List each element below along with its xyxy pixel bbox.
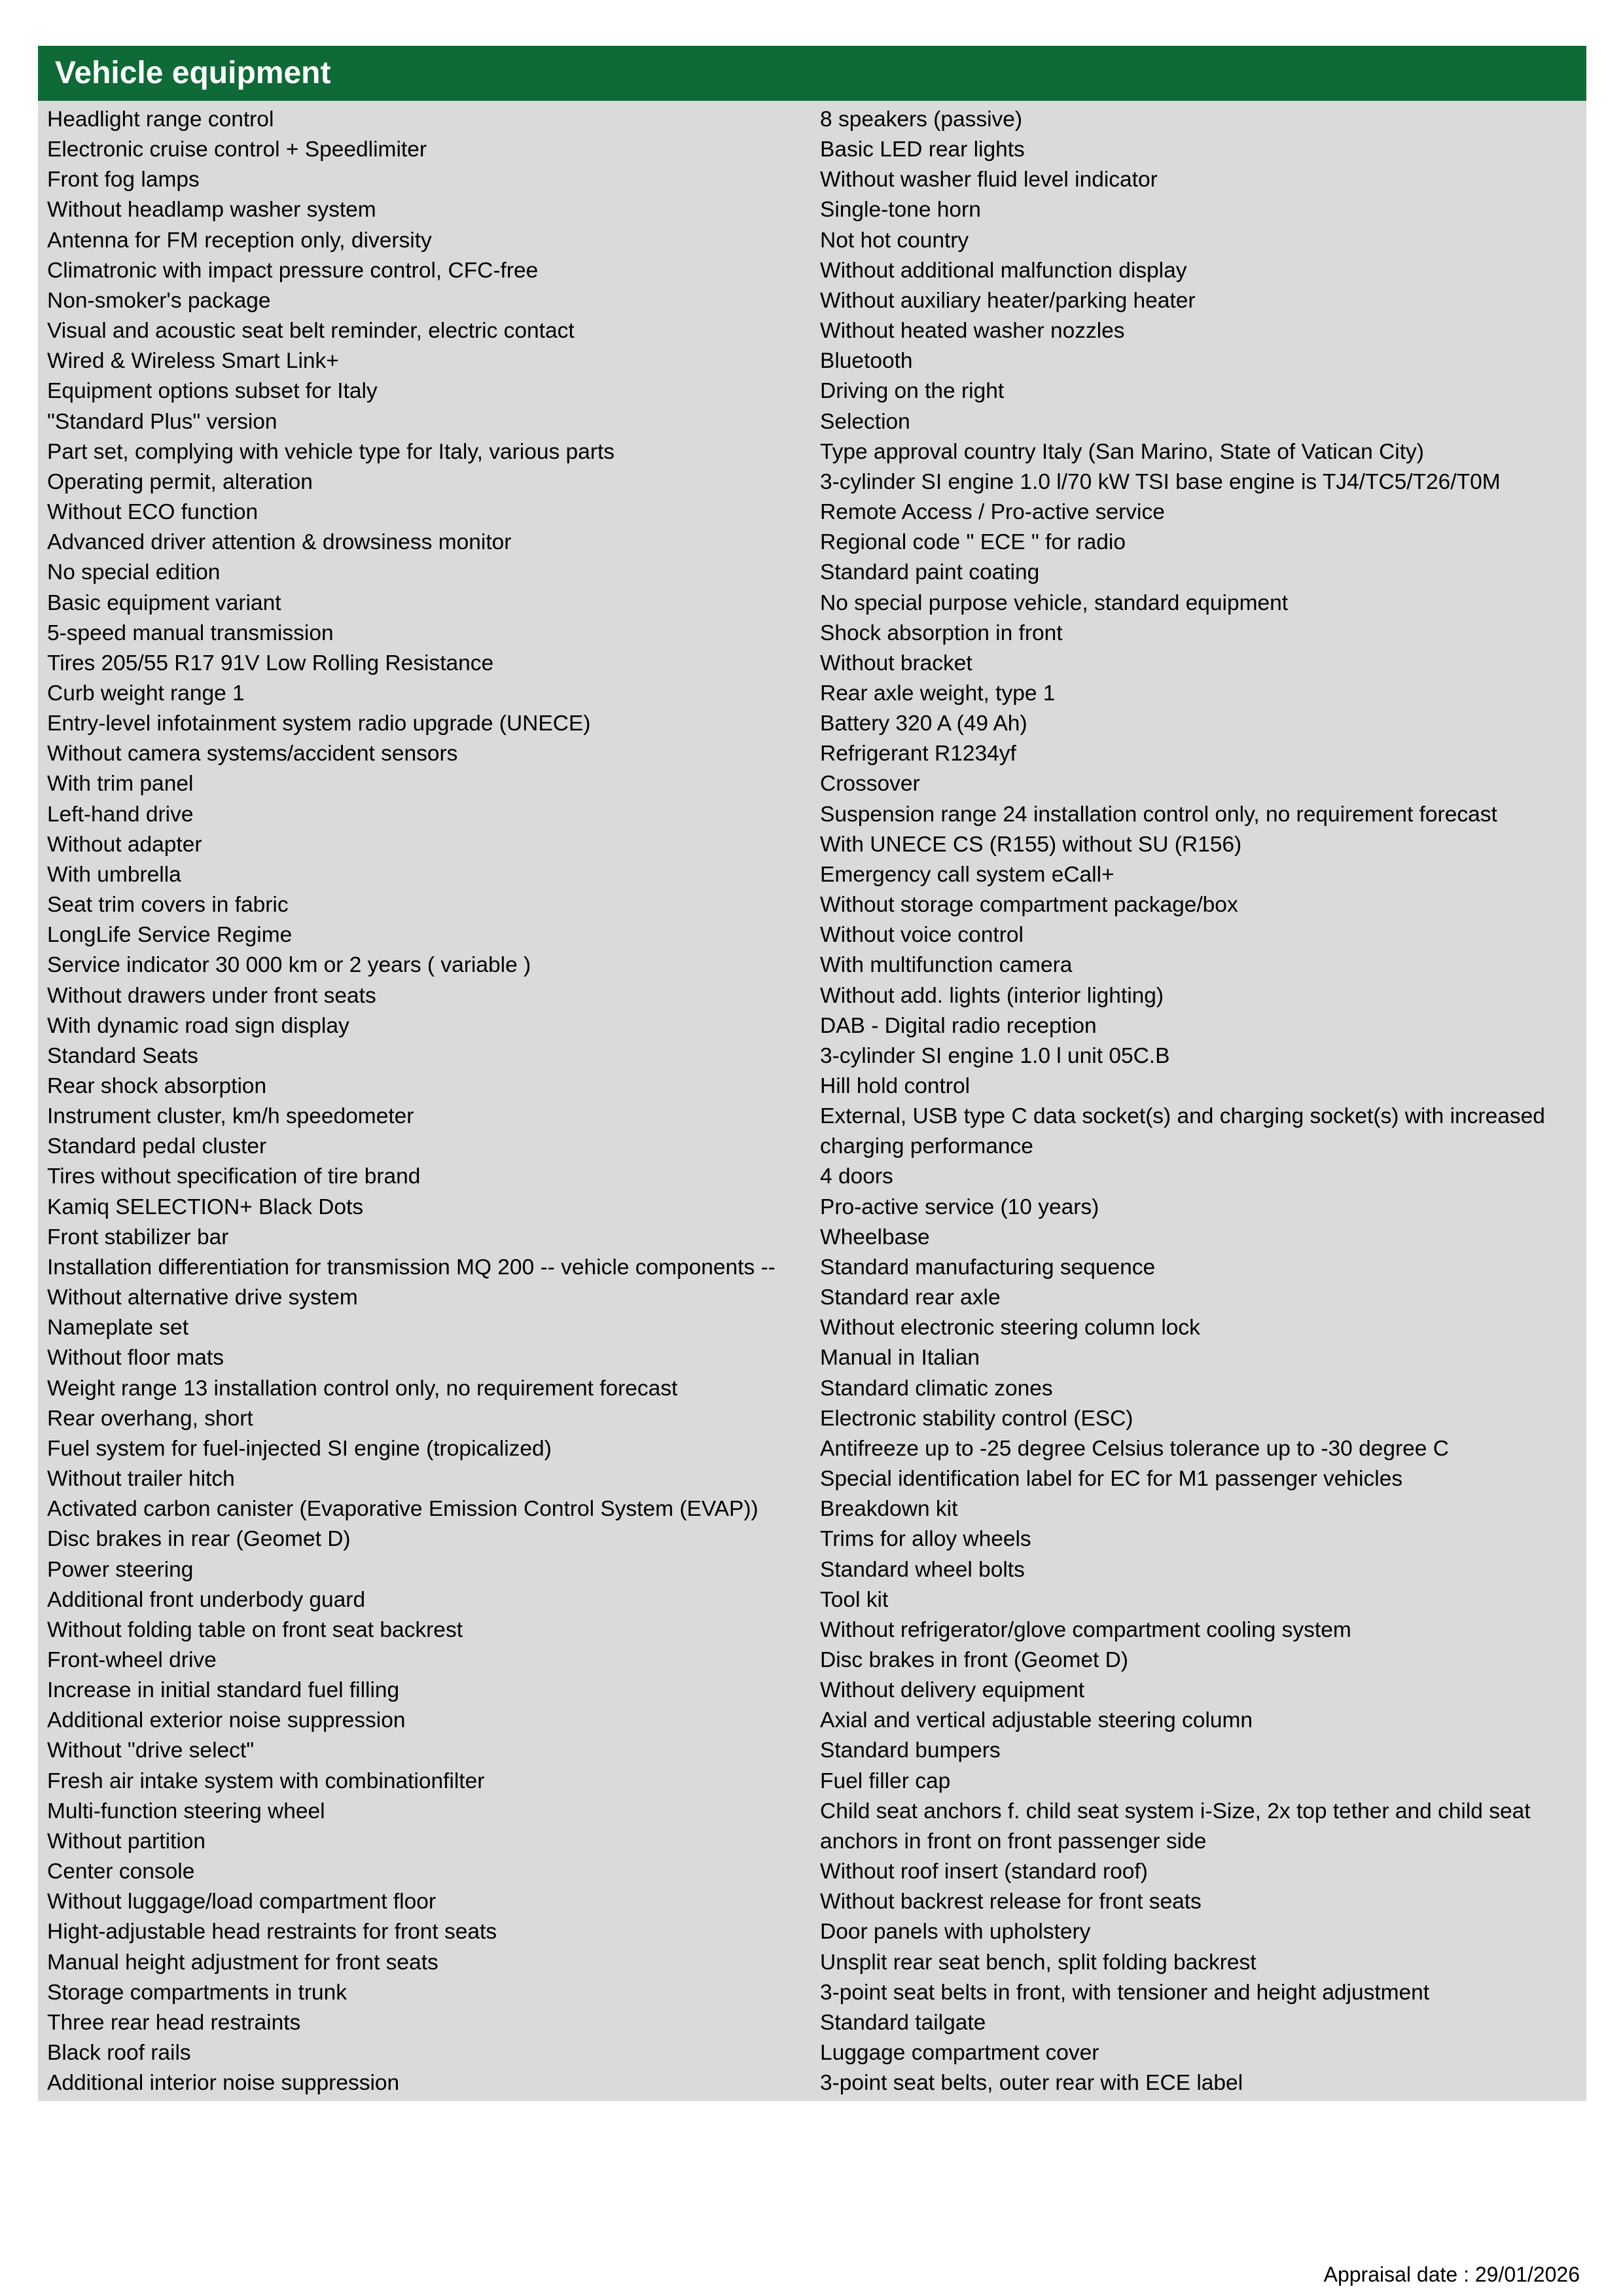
equipment-item: Power steering [47,1557,194,1582]
equipment-item: Electronic stability control (ESC) [820,1406,1133,1431]
equipment-item: Standard rear axle [820,1285,1001,1310]
equipment-item: Without auxiliary heater/parking heater [820,288,1196,313]
equipment-item: With multifunction camera [820,953,1073,978]
appraisal-date: Appraisal date : 29/01/2026 [1323,2263,1580,2286]
equipment-item: Without ECO function [47,500,259,525]
equipment-item: Climatronic with impact pressure control, CFC-free [47,258,539,283]
equipment-item: Type approval country Italy (San Marino, State of Vatican City) [820,439,1424,464]
equipment-item: Bluetooth [820,349,913,374]
equipment-item: Without roof insert (standard roof) [820,1859,1148,1884]
equipment-item: Shock absorption in front [820,620,1063,645]
equipment-item: Service indicator 30 000 km or 2 years ( variable ) [47,953,531,978]
equipment-item: Seat trim covers in fabric [47,893,289,918]
section-title: Vehicle equipment [38,46,1586,101]
vehicle-equipment-section [38,46,1586,2101]
equipment-column-left [38,105,812,2098]
equipment-item: 3-point seat belts, outer rear with ECE label [820,2071,1243,2096]
equipment-item: Advanced driver attention & drowsiness monitor [47,530,512,555]
equipment-item: Axial and vertical adjustable steering column [820,1708,1253,1733]
equipment-item: Antifreeze up to -25 degree Celsius tolerance up to -30 degree C [820,1436,1449,1461]
equipment-item: Door panels with upholstery [820,1920,1091,1945]
equipment-item: Installation differentiation for transmission MQ 200 -- vehicle components -- [47,1255,776,1280]
equipment-item: Storage compartments in trunk [47,1980,348,2005]
equipment-item: With umbrella [47,862,181,887]
equipment-item: Trims for alloy wheels [820,1527,1031,1552]
equipment-item: Without heated washer nozzles [820,319,1125,344]
equipment-item: Additional exterior noise suppression [47,1708,406,1733]
equipment-item: Luggage compartment cover [820,2041,1099,2065]
equipment-item: Black roof rails [47,2041,191,2065]
equipment-item: With UNECE CS (R155) without SU (R156) [820,832,1242,857]
equipment-item: Tires without specification of tire brand [47,1164,421,1189]
equipment-item: Standard wheel bolts [820,1557,1025,1582]
equipment-item: Disc brakes in front (Geomet D) [820,1647,1128,1672]
equipment-item: Without refrigerator/glove compartment cooling system [820,1617,1351,1642]
equipment-item: No special purpose vehicle, standard equipment [820,590,1289,615]
equipment-item: Without delivery equipment [820,1678,1085,1703]
equipment-item: Without trailer hitch [47,1467,235,1492]
equipment-item: Standard bumpers [820,1738,1001,1763]
equipment-item: Standard manufacturing sequence [820,1255,1156,1280]
equipment-item: Breakdown kit [820,1497,958,1522]
equipment-item: Without headlamp washer system [47,198,376,223]
equipment-item: Weight range 13 installation control only, no requirement forecast [47,1376,678,1401]
equipment-item: 4 doors [820,1164,893,1189]
equipment-item: Rear axle weight, type 1 [820,681,1056,706]
equipment-item: Front fog lamps [47,168,200,192]
equipment-item: Without camera systems/accident sensors [47,742,458,766]
equipment-item: Visual and acoustic seat belt reminder, electric contact [47,319,575,344]
equipment-item: Rear overhang, short [47,1406,253,1431]
equipment-item: Standard pedal cluster [47,1134,267,1159]
equipment-item: Without floor mats [47,1346,224,1371]
equipment-item: 3-cylinder SI engine 1.0 l/70 kW TSI base engine is TJ4/TC5/T26/T0M [820,469,1501,494]
equipment-item: Without "drive select" [47,1738,255,1763]
equipment-item: Hight-adjustable head restraints for front seats [47,1920,497,1945]
equipment-item: Front stabilizer bar [47,1225,229,1249]
equipment-item: Activated carbon canister (Evaporative Emission Control System (EVAP)) [47,1497,758,1522]
equipment-item: Multi-function steering wheel [47,1799,325,1823]
equipment-item: Additional interior noise suppression [47,2071,400,2096]
equipment-item: Without additional malfunction display [820,258,1187,283]
equipment-item: Manual height adjustment for front seats [47,1950,438,1975]
equipment-item: Battery 320 A (49 Ah) [820,711,1027,736]
equipment-item: Remote Access / Pro-active service [820,500,1165,525]
equipment-item: Equipment options subset for Italy [47,379,378,404]
equipment-item: Front-wheel drive [47,1647,217,1672]
equipment-item: Driving on the right [820,379,1005,404]
equipment-item: Additional front underbody guard [47,1587,366,1612]
equipment-item: Operating permit, alteration [47,469,313,494]
equipment-item: Increase in initial standard fuel filling [47,1678,400,1703]
equipment-item: Wired & Wireless Smart Link+ [47,349,339,374]
equipment-column-right [812,105,1586,2098]
equipment-item: Without backrest release for front seats [820,1890,1202,1914]
equipment-item: Regional code " ECE " for radio [820,530,1126,555]
equipment-item: Hill hold control [820,1074,971,1098]
equipment-item: DAB - Digital radio reception [820,1013,1097,1038]
equipment-item: Emergency call system eCall+ [820,862,1115,887]
equipment-item: Child seat anchors f. child seat system i-Size, 2x top tether and child seat anchors in front on front passenger side [820,1799,1531,1854]
equipment-item: Fresh air intake system with combinationfilter [47,1768,485,1793]
equipment-item: Rear shock absorption [47,1074,267,1098]
equipment-item: Refrigerant R1234yf [820,742,1016,766]
equipment-item: Antenna for FM reception only, diversity [47,228,432,253]
equipment-item: Instrument cluster, km/h speedometer [47,1104,414,1129]
equipment-item: "Standard Plus" version [47,409,277,434]
equipment-item: Basic equipment variant [47,590,281,615]
equipment-item: Headlight range control [47,107,274,132]
equipment-list [38,101,1586,2101]
equipment-item: Without bracket [820,651,972,675]
equipment-item: Unsplit rear seat bench, split folding backrest [820,1950,1257,1975]
equipment-item: Tires 205/55 R17 91V Low Rolling Resistance [47,651,494,675]
equipment-item: Without washer fluid level indicator [820,168,1158,192]
equipment-item: Without adapter [47,832,202,857]
equipment-item: Kamiq SELECTION+ Black Dots [47,1194,364,1219]
equipment-item: Special identification label for EC for M1 passenger vehicles [820,1467,1403,1492]
equipment-item: Fuel system for fuel-injected SI engine (tropicalized) [47,1436,552,1461]
equipment-item: Wheelbase [820,1225,930,1249]
equipment-item: Without add. lights (interior lighting) [820,983,1164,1008]
equipment-item: No special edition [47,560,221,585]
equipment-item: With trim panel [47,772,194,797]
equipment-item: Selection [820,409,910,434]
equipment-item: With dynamic road sign display [47,1013,349,1038]
equipment-item: Nameplate set [47,1316,188,1340]
equipment-item: Without folding table on front seat backrest [47,1617,463,1642]
equipment-item: Entry-level infotainment system radio upgrade (UNECE) [47,711,591,736]
equipment-item: Disc brakes in rear (Geomet D) [47,1527,351,1552]
equipment-item: Fuel filler cap [820,1768,951,1793]
equipment-item: Part set, complying with vehicle type for Italy, various parts [47,439,615,464]
equipment-item: Electronic cruise control + Speedlimiter [47,137,427,162]
equipment-item: Crossover [820,772,920,797]
equipment-item: Without alternative drive system [47,1285,358,1310]
equipment-item: Manual in Italian [820,1346,980,1371]
equipment-item: Three rear head restraints [47,2010,301,2035]
equipment-item: Standard Seats [47,1043,198,1068]
equipment-item: Non-smoker's package [47,288,271,313]
equipment-item: Single-tone horn [820,198,981,223]
equipment-item: Tool kit [820,1587,889,1612]
equipment-item: Standard tailgate [820,2010,986,2035]
equipment-item: Standard paint coating [820,560,1040,585]
equipment-item: Center console [47,1859,195,1884]
equipment-item: Standard climatic zones [820,1376,1053,1401]
equipment-item: Curb weight range 1 [47,681,245,706]
equipment-item: Without partition [47,1829,206,1854]
equipment-item: External, USB type C data socket(s) and charging socket(s) with increased charging performance [820,1104,1545,1159]
equipment-item: Pro-active service (10 years) [820,1194,1099,1219]
equipment-item: 5-speed manual transmission [47,620,334,645]
equipment-item: Suspension range 24 installation control only, no requirement forecast [820,802,1497,827]
equipment-item: Without voice control [820,923,1024,948]
equipment-item: 3-cylinder SI engine 1.0 l unit 05C.B [820,1043,1170,1068]
equipment-item: Not hot country [820,228,969,253]
equipment-item: Basic LED rear lights [820,137,1025,162]
equipment-item: 8 speakers (passive) [820,107,1023,132]
equipment-item: 3-point seat belts in front, with tensioner and height adjustment [820,1980,1430,2005]
equipment-item: Without drawers under front seats [47,983,376,1008]
equipment-item: Without luggage/load compartment floor [47,1890,437,1914]
equipment-item: LongLife Service Regime [47,923,293,948]
equipment-item: Without storage compartment package/box [820,893,1238,918]
equipment-item: Left-hand drive [47,802,194,827]
equipment-item: Without electronic steering column lock [820,1316,1200,1340]
